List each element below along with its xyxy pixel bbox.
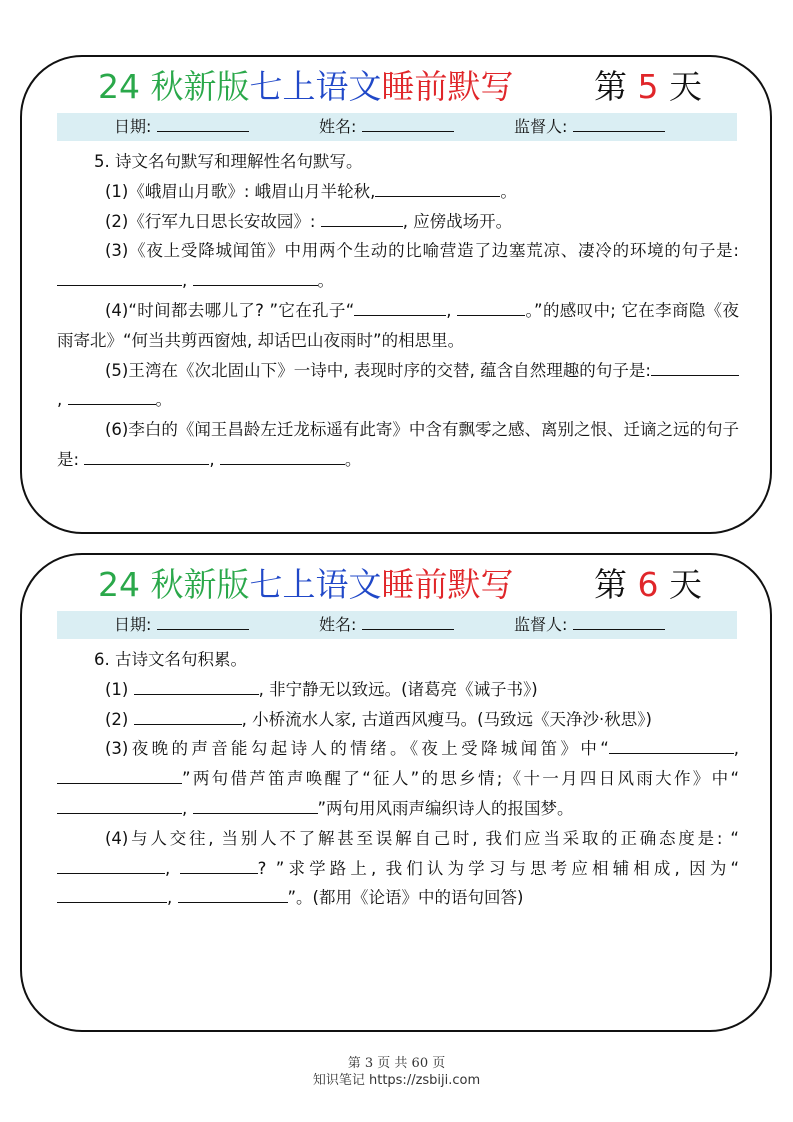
question-1: (1) , 非宁静无以致远。(诸葛亮《诫子书》) bbox=[57, 675, 739, 705]
day-label: 第 5 天 bbox=[594, 67, 702, 106]
page-footer bbox=[0, 1055, 793, 1089]
day5-card bbox=[20, 55, 772, 534]
day-number: 5 bbox=[637, 67, 659, 106]
answer-blank[interactable] bbox=[354, 297, 446, 316]
questions bbox=[57, 147, 739, 475]
question-2: (2)《行军九日思长安故园》: , 应傍战场开。 bbox=[57, 207, 739, 237]
answer-blank[interactable] bbox=[178, 884, 288, 903]
name-field[interactable]: 姓名: bbox=[319, 113, 454, 141]
answer-blank[interactable] bbox=[57, 884, 167, 903]
question-6: (6)李白的《闻王昌龄左迁龙标遥有此寄》中含有飘零之感、离别之恨、迁谪之远的句子是: , 。 bbox=[57, 420, 739, 469]
answer-blank[interactable] bbox=[375, 178, 500, 197]
name-field[interactable]: 姓名: bbox=[319, 611, 454, 639]
questions bbox=[57, 645, 739, 913]
section-heading: 5. 诗文名句默写和理解性名句默写。 bbox=[94, 152, 363, 171]
answer-blank[interactable] bbox=[57, 855, 165, 874]
page-number: 第 3 页 共 60 页 bbox=[347, 1056, 446, 1071]
date-field[interactable]: 日期: bbox=[114, 113, 249, 141]
card-title bbox=[98, 563, 513, 607]
site-credit[interactable]: 知识笔记 https://zsbiji.com bbox=[312, 1073, 481, 1088]
title-activity: 睡前默写 bbox=[381, 67, 514, 106]
answer-blank[interactable] bbox=[57, 267, 182, 286]
answer-blank[interactable] bbox=[609, 735, 734, 754]
answer-blank[interactable] bbox=[220, 446, 345, 465]
answer-blank[interactable] bbox=[321, 208, 403, 227]
card-title bbox=[98, 65, 513, 109]
section-heading: 6. 古诗文名句积累。 bbox=[94, 650, 247, 669]
day6-card bbox=[20, 553, 772, 1032]
title-edition: 24 秋新版 bbox=[98, 67, 250, 106]
answer-blank[interactable] bbox=[651, 357, 739, 376]
question-1: (1)《峨眉山月歌》: 峨眉山月半轮秋, 。 bbox=[57, 177, 739, 207]
supervisor-field[interactable]: 监督人: bbox=[514, 113, 665, 141]
answer-blank[interactable] bbox=[84, 446, 209, 465]
question-5: (5)王湾在《次北固山下》一诗中, 表现时序的交替, 蕴含自然理趣的句子是:, 。 bbox=[57, 356, 739, 416]
answer-blank[interactable] bbox=[57, 765, 182, 784]
day-number: 6 bbox=[637, 565, 659, 604]
date-field[interactable]: 日期: bbox=[114, 611, 249, 639]
info-bar bbox=[57, 113, 737, 141]
answer-blank[interactable] bbox=[134, 676, 259, 695]
supervisor-field[interactable]: 监督人: bbox=[514, 611, 665, 639]
question-4: (4)“时间都去哪儿了? ”它在孔子“ , 。”的感叹中; 它在李商隐《夜雨寄北》“何当共剪西窗烛, 却话巴山夜雨时”的相思里。 bbox=[57, 296, 739, 356]
title-subject: 七上语文 bbox=[249, 67, 382, 106]
question-3: (3)《夜上受降城闻笛》中用两个生动的比喻营造了边塞荒凉、凄冷的环境的句子是: , 。 bbox=[57, 236, 739, 296]
question-3: (3)夜晚的声音能勾起诗人的情绪。《夜上受降城闻笛》中“ , ”两句借芦笛声唤醒了“征人”的思乡情;《十一月四日风雨大作》中“, ”两句用风雨声编织诗人的报国梦。 bbox=[57, 734, 739, 823]
question-4: (4)与人交往, 当别人不了解甚至误解自己时, 我们应当采取的正确态度是: “, ? ”求学路上, 我们认为学习与思考应相辅相成, 因为“, ”。(都用《论语》中的语句回答) bbox=[57, 824, 739, 913]
answer-blank[interactable] bbox=[457, 297, 525, 316]
answer-blank[interactable] bbox=[193, 267, 318, 286]
answer-blank[interactable] bbox=[180, 855, 258, 874]
answer-blank[interactable] bbox=[68, 386, 156, 405]
answer-blank[interactable] bbox=[134, 706, 242, 725]
title-edition: 24 秋新版 bbox=[98, 565, 250, 604]
answer-blank[interactable] bbox=[57, 795, 182, 814]
answer-blank[interactable] bbox=[193, 795, 318, 814]
question-2: (2) , 小桥流水人家, 古道西风瘦马。(马致远《天净沙·秋思》) bbox=[57, 705, 739, 735]
day-label: 第 6 天 bbox=[594, 565, 702, 604]
title-activity: 睡前默写 bbox=[381, 565, 514, 604]
info-bar bbox=[57, 611, 737, 639]
title-subject: 七上语文 bbox=[249, 565, 382, 604]
